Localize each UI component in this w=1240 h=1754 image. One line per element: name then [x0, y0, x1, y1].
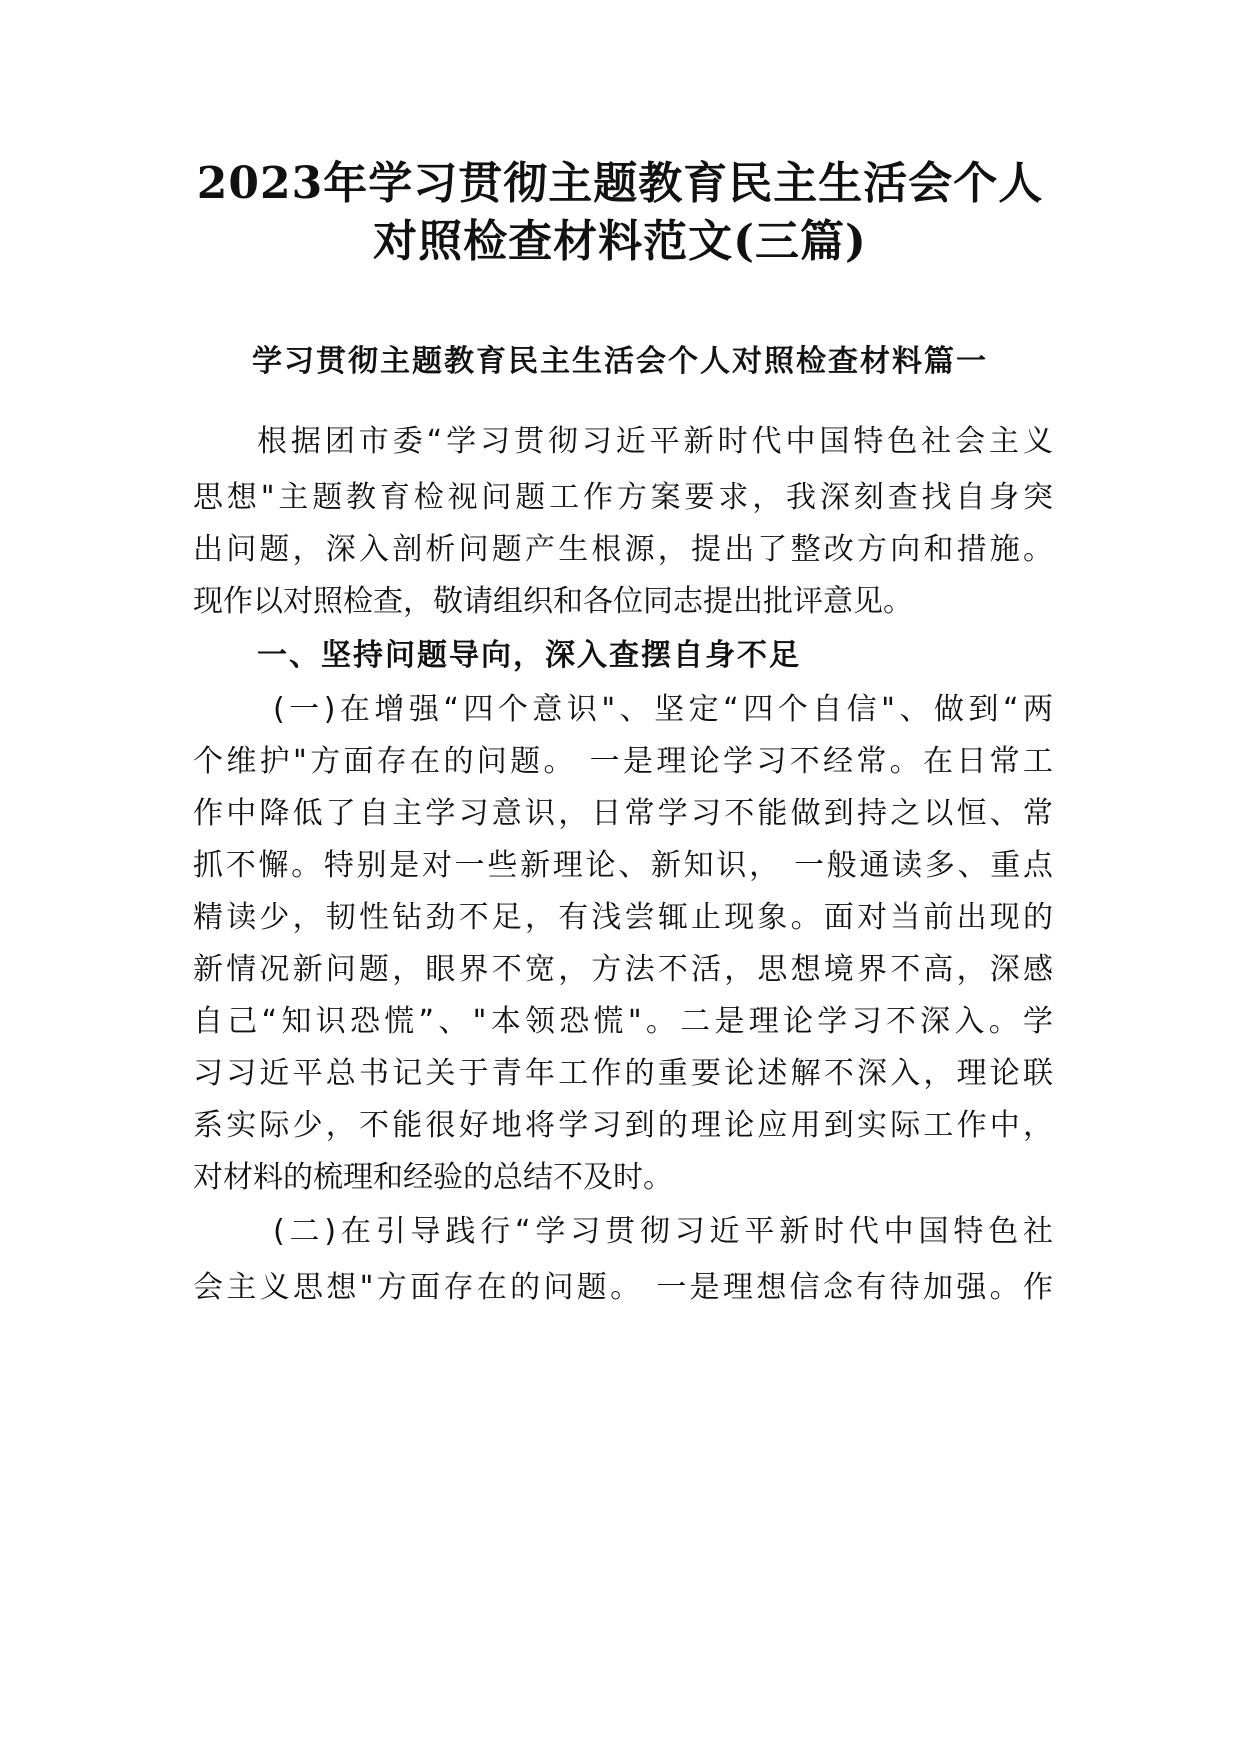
para1-line-7: 自己“知识恐慌”、"本领恐慌"。二是理论学习不深入。学 — [193, 1004, 1053, 1039]
section-heading-1: 一、坚持问题导向，深入查摆自身不足 — [257, 638, 801, 673]
intro-line-2: 思想"主题教育检视问题工作方案要求，我深刻查找自身突 — [193, 480, 1053, 515]
para1-line-5: 精读少，韧性钻劲不足，有浅尝辄止现象。面对当前出现的 — [193, 900, 1053, 935]
article-subtitle: 学习贯彻主题教育民主生活会个人对照检查材料篇一 — [252, 344, 988, 379]
para1-line-10: 对材料的梳理和经验的总结不及时。 — [193, 1160, 673, 1195]
para1-line-2: 个维护"方面存在的问题。 一是理论学习不经常。在日常工 — [193, 744, 1053, 779]
para1-line-9: 系实际少，不能很好地将学习到的理论应用到实际工作中， — [193, 1108, 1053, 1143]
para1-line-8: 习习近平总书记关于青年工作的重要论述解不深入，理论联 — [193, 1056, 1053, 1091]
para2-line-2: 会主义思想"方面存在的问题。 一是理想信念有待加强。作 — [193, 1270, 1053, 1305]
para1-line-1: (一)在增强“四个意识"、坚定“四个自信"、做到“两 — [273, 692, 1053, 727]
para1-line-3: 作中降低了自主学习意识，日常学习不能做到持之以恒、常 — [193, 796, 1053, 831]
intro-line-1: 根据团市委“学习贯彻习近平新时代中国特色社会主义 — [257, 424, 1053, 459]
intro-line-3: 出问题，深入剖析问题产生根源，提出了整改方向和措施。 — [193, 532, 1053, 567]
document-title-line-1: 2023年学习贯彻主题教育民主生活会个人 — [196, 158, 1044, 209]
para1-line-4: 抓不懈。特别是对一些新理论、新知识， 一般通读多、重点 — [193, 848, 1053, 883]
intro-line-4: 现作以对照检查，敬请组织和各位同志提出批评意见。 — [193, 584, 913, 619]
document-title-line-2: 对照检查材料范文(三篇) — [373, 216, 867, 267]
para1-line-6: 新情况新问题，眼界不宽，方法不活，思想境界不高，深感 — [193, 952, 1053, 987]
para2-line-1: (二)在引导践行“学习贯彻习近平新时代中国特色社 — [273, 1214, 1053, 1249]
